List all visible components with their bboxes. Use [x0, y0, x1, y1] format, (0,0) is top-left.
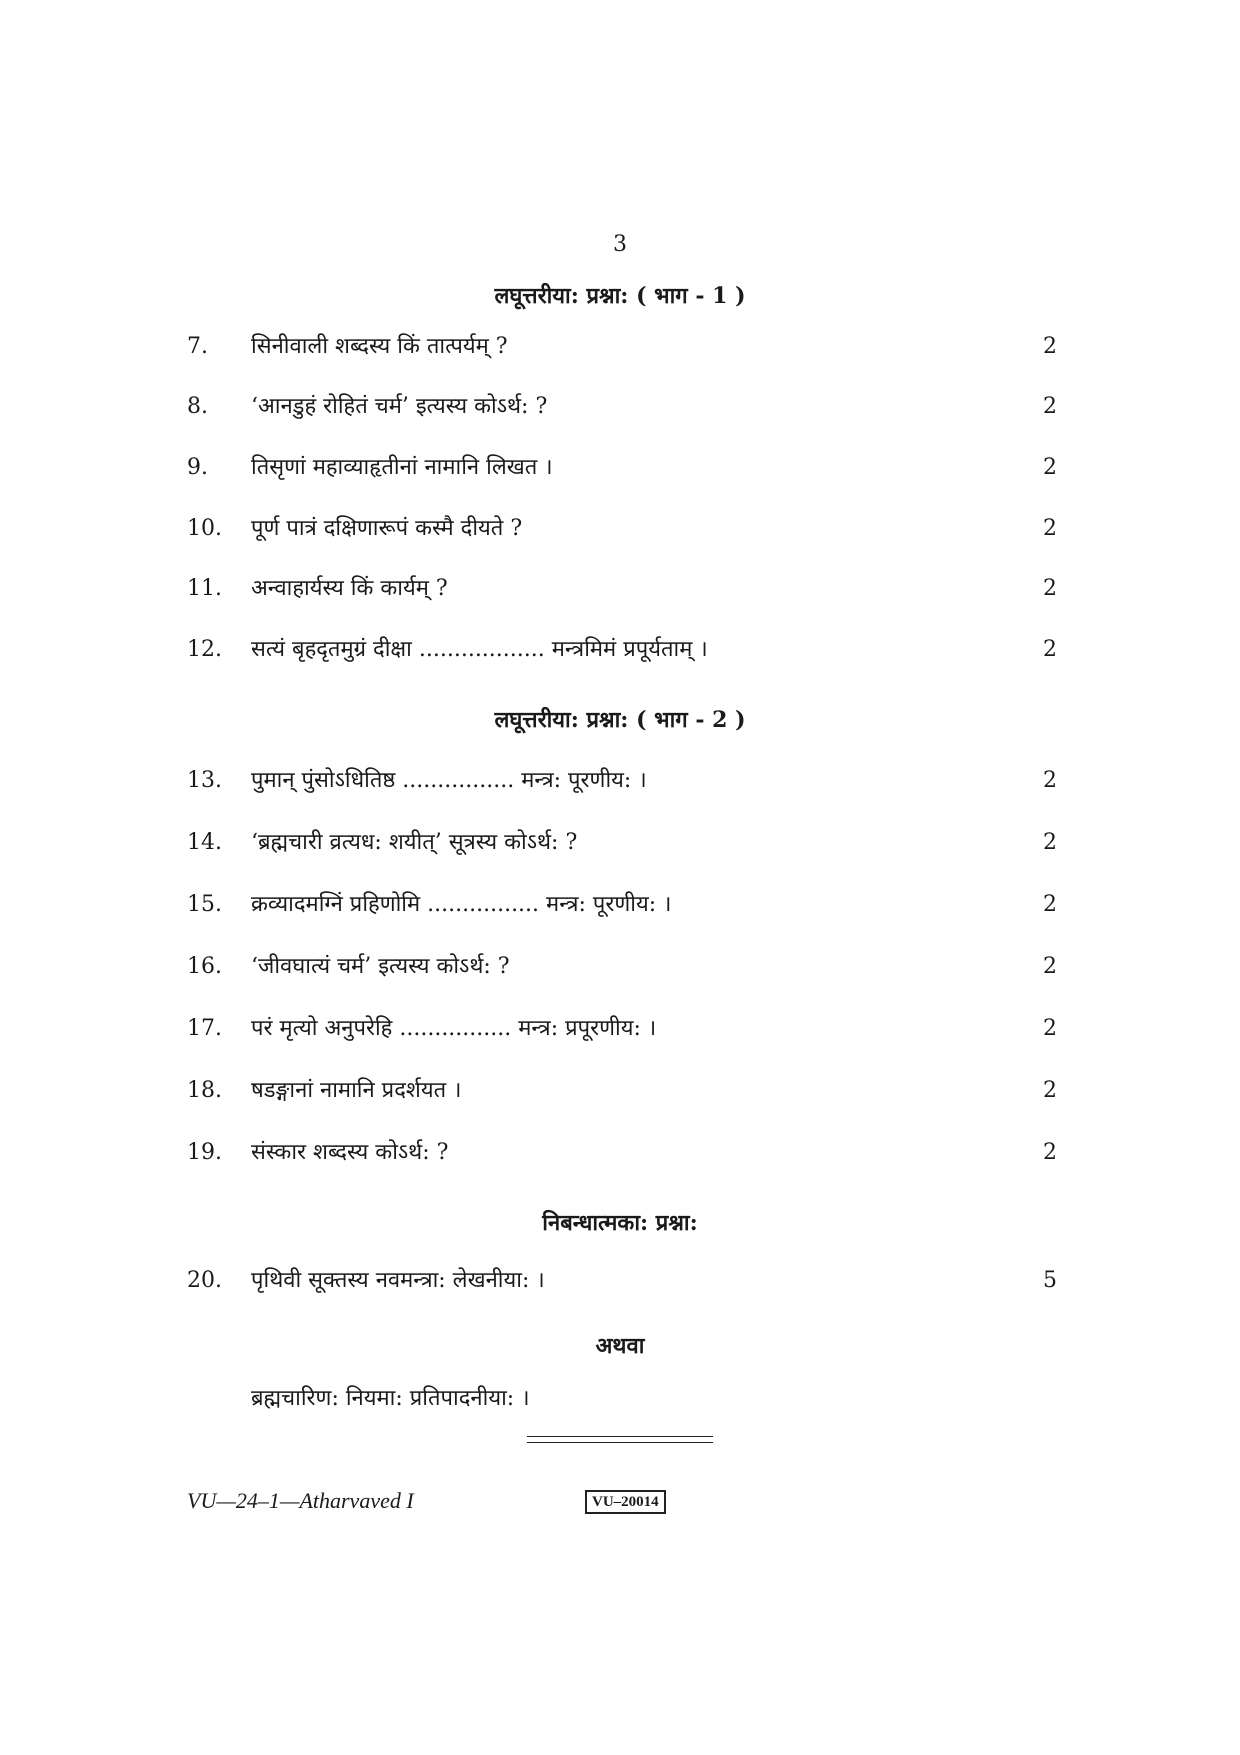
question-marks: 2 [1043, 954, 1057, 979]
question-row [187, 764, 1057, 798]
question-row [187, 451, 1057, 485]
question-text: षडङ्गानां नामानि प्रदर्शयत । [251, 1078, 462, 1103]
alternative-label: अथवा [595, 1333, 645, 1359]
question-number: 16. [187, 954, 222, 979]
question-number: 20. [187, 1268, 222, 1293]
page-number: 3 [613, 232, 627, 257]
question-text: पुमान् पुंसोऽधितिष्ठ ................ मन्त्र: पूरणीय: । [251, 768, 647, 793]
footer-course-code: VU—24–1—Atharvaved I [187, 1488, 414, 1513]
question-number: 15. [187, 892, 222, 917]
question-marks: 2 [1043, 1140, 1057, 1165]
question-text: तिसृणां महाव्याहृतीनां नामानि लिखत । [251, 455, 553, 480]
question-number: 9. [187, 455, 208, 480]
question-marks: 2 [1043, 394, 1057, 419]
question-marks: 2 [1043, 576, 1057, 601]
question-text: संस्कार शब्दस्य कोऽर्थ: ? [251, 1140, 449, 1165]
question-number: 11. [187, 576, 222, 601]
section-heading-part-1: लघूत्तरीया: प्रश्ना: ( भाग - 1 ) [494, 283, 746, 309]
alternative-question-text: ब्रह्मचारिण: नियमा: प्रतिपादनीया: । [251, 1386, 530, 1411]
question-number: 18. [187, 1078, 222, 1103]
section-heading-part-2: लघूत्तरीया: प्रश्ना: ( भाग - 2 ) [494, 707, 746, 733]
question-marks: 2 [1043, 892, 1057, 917]
question-text: ‘आनडुहं रोहितं चर्म’ इत्यस्य कोऽर्थ: ? [251, 394, 548, 419]
question-text: सत्यं बृहदृतमुग्रं दीक्षा .................. मन्त्रमिमं प्रपूर्यताम् । [251, 637, 708, 662]
question-text: क्रव्यादमग्निं प्रहिणोमि ................ मन्त्र: पूरणीय: । [251, 892, 672, 917]
question-marks: 5 [1043, 1268, 1057, 1293]
question-marks: 2 [1043, 1078, 1057, 1103]
question-row [187, 888, 1057, 922]
question-row [187, 572, 1057, 606]
question-row [187, 1264, 1057, 1298]
question-number: 8. [187, 394, 208, 419]
question-row [187, 950, 1057, 984]
question-row [187, 826, 1057, 860]
question-number: 14. [187, 830, 222, 855]
question-number: 19. [187, 1140, 222, 1165]
question-text: ‘ब्रह्मचारी व्रत्यध: शयीत्’ सूत्रस्य कोऽर्थ: ? [251, 830, 578, 855]
question-text: ‘जीवघात्यं चर्म’ इत्यस्य कोऽर्थ: ? [251, 954, 510, 979]
question-number: 13. [187, 768, 222, 793]
question-marks: 2 [1043, 637, 1057, 662]
question-row [187, 512, 1057, 546]
question-number: 17. [187, 1016, 222, 1041]
double-rule-divider [527, 1436, 713, 1443]
question-number: 12. [187, 637, 222, 662]
question-row [187, 633, 1057, 667]
footer-paper-code-box: VU–20014 [585, 1490, 666, 1514]
question-marks: 2 [1043, 1016, 1057, 1041]
question-marks: 2 [1043, 516, 1057, 541]
question-row [187, 1074, 1057, 1108]
section-heading-essay: निबन्धात्मका: प्रश्ना: [542, 1210, 698, 1236]
question-row [187, 1012, 1057, 1046]
question-text: सिनीवाली शब्दस्य किं तात्पर्यम् ? [251, 334, 508, 359]
question-row [187, 390, 1057, 424]
question-text: पृथिवी सूक्तस्य नवमन्त्रा: लेखनीया: । [251, 1268, 545, 1293]
question-marks: 2 [1043, 455, 1057, 480]
question-text: परं मृत्यो अनुपरेहि ................ मन्त्र: प्रपूरणीय: । [251, 1016, 657, 1041]
question-marks: 2 [1043, 768, 1057, 793]
question-row [187, 1136, 1057, 1170]
question-row [187, 330, 1057, 364]
question-number: 7. [187, 334, 208, 359]
question-marks: 2 [1043, 830, 1057, 855]
question-text: अन्वाहार्यस्य किं कार्यम् ? [251, 576, 448, 601]
question-number: 10. [187, 516, 222, 541]
question-marks: 2 [1043, 334, 1057, 359]
question-text: पूर्ण पात्रं दक्षिणारूपं कस्मै दीयते ? [251, 516, 523, 541]
